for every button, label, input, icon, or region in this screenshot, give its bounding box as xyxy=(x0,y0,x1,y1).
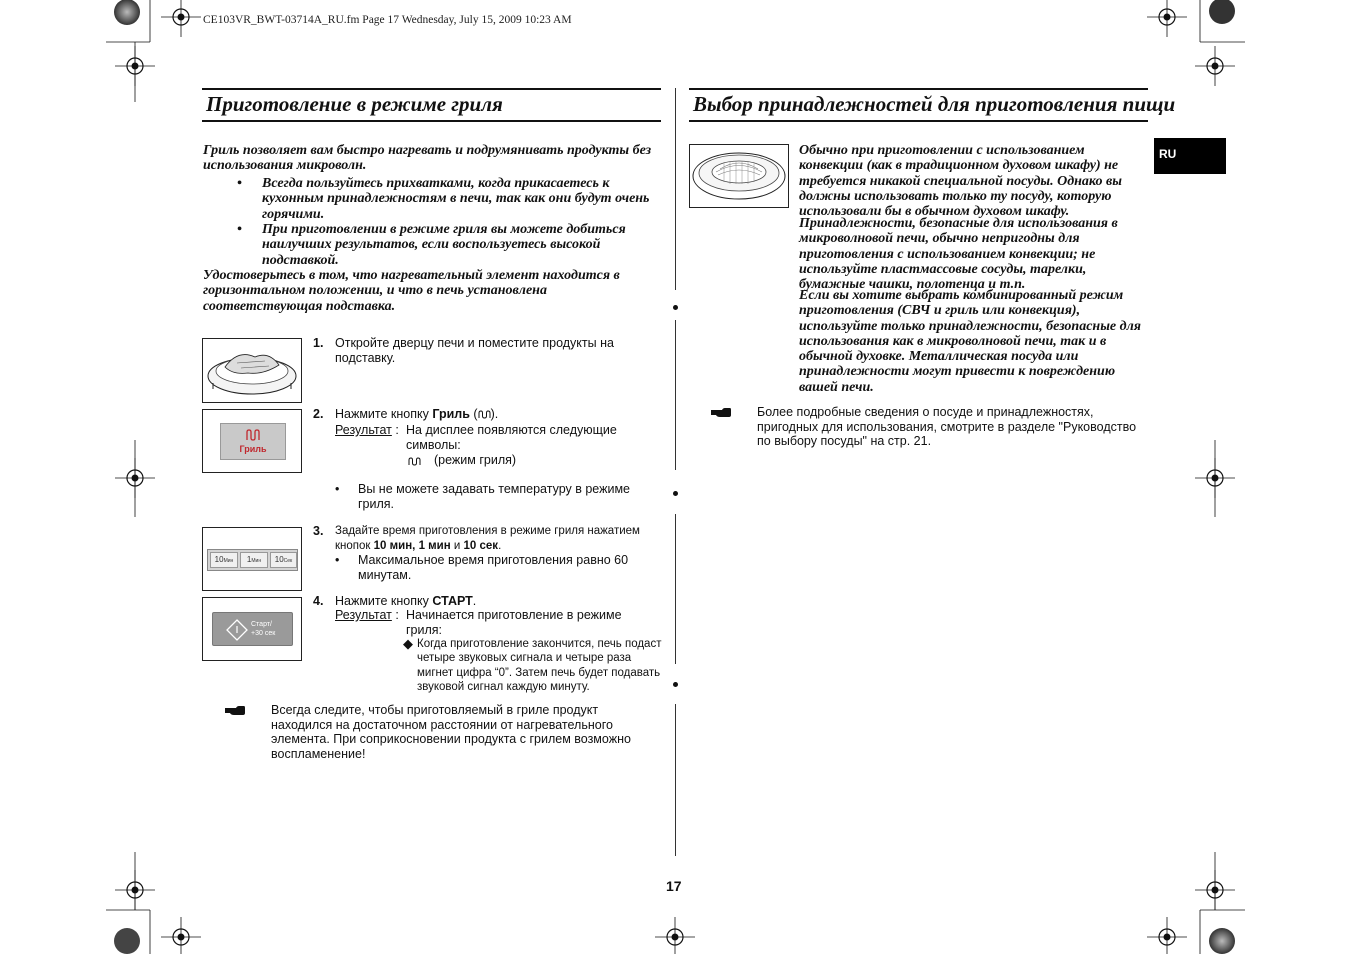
grill-button-figure xyxy=(202,409,302,473)
step-2-result-colon: : xyxy=(395,423,399,437)
ten-min-button: 10Мин xyxy=(210,552,238,568)
language-tab xyxy=(1154,138,1226,174)
right-para-1: Обычно при приготовлении с использованием конвекции (как в традиционном духовом шкафу) не требуется никакой специальной посуды. Однако вы должны использовать только ту посуду, которую использовали бы в обычном духовом шкафу. xyxy=(799,143,1122,220)
step-3-btn-10min: 10 мин xyxy=(373,540,413,552)
grill-symbol-icon xyxy=(408,457,421,466)
divider-dot xyxy=(673,305,678,310)
right-title: Выбор принадлежностей для приготовления пищи xyxy=(693,92,1176,116)
step-2-line xyxy=(335,407,498,422)
step-3-end: . xyxy=(498,540,502,552)
step-2-result-text: На дисплее появляются следующие символы: xyxy=(406,423,617,452)
bullet-icon: • xyxy=(335,553,340,567)
step-4-button-name: СТАРТ xyxy=(432,594,473,608)
start-label xyxy=(251,620,275,638)
start-label-line2: +30 сек xyxy=(251,630,276,637)
step-3-bullet: Максимальное время приготовления равно 60 минутам. xyxy=(358,553,629,582)
title-rule-top xyxy=(689,88,1148,90)
step-4-pre: Нажмите кнопку xyxy=(335,594,429,608)
step-3-sep: , xyxy=(412,540,416,552)
start-label-line1: Старт/ xyxy=(251,621,272,628)
center-divider xyxy=(675,320,676,470)
dark-circle-mark xyxy=(1209,0,1235,24)
sunburst-mark xyxy=(114,0,140,25)
step-3-number: 3. xyxy=(313,524,324,538)
step-2-icon-close: ). xyxy=(490,407,499,421)
sunburst-mark xyxy=(1209,928,1235,954)
grill-rack-illustration xyxy=(690,145,788,207)
step-4-result-colon: : xyxy=(395,608,399,622)
step-4-line xyxy=(335,594,476,609)
right-para-2: Принадлежности, безопасные для использования в микроволновой печи, обычно непригодны для приготовления с использованием конвекции; не используйте пластмассовые сосуды, тарелки, бумажные чашки, полотенца и т.п. xyxy=(799,216,1118,293)
step-3-btn-1min: 1 мин xyxy=(418,540,451,552)
language-tab-label: RU xyxy=(1159,147,1177,161)
diamond-bullet-icon: ◆ xyxy=(403,636,413,651)
divider-dot xyxy=(673,491,678,496)
step-2-result-label-wrap xyxy=(335,423,399,438)
pointing-hand-icon xyxy=(710,405,732,418)
step-4-diamond-text: Когда приготовление закончится, печь подаст четыре звуковых сигнала и четыре раза мигнет цифра “0”. Затем печь будет подавать звуковой сигнал каждую минуту. xyxy=(417,638,662,693)
step-2-result-label: Результат xyxy=(335,423,392,437)
left-intro-bullet-2: При приготовлении в режиме гриля вы можете добиться наилучших результатов, если воспользуетесь высокой подставкой. xyxy=(262,222,626,268)
center-divider xyxy=(675,704,676,856)
step-1-number: 1. xyxy=(313,336,324,350)
time-buttons-panel xyxy=(207,549,298,571)
step-4-number: 4. xyxy=(313,594,324,608)
divider-dot xyxy=(673,682,678,687)
time-buttons-figure xyxy=(202,527,302,591)
turntable-figure xyxy=(202,338,302,403)
step-1-text: Откройте дверцу печи и поместите продукты на подставку. xyxy=(335,336,614,365)
left-intro-bullet-1: Всегда пользуйтесь прихватками, когда прикасаетесь к кухонным принадлежностям в печи, так как они будут очень горячими. xyxy=(262,176,650,222)
step-2-pre: Нажмите кнопку xyxy=(335,407,429,421)
step-2-number: 2. xyxy=(313,407,324,421)
one-min-button: 1Мин xyxy=(240,552,268,568)
ten-sec-button: 10Сек xyxy=(270,552,297,568)
left-title: Приготовление в режиме гриля xyxy=(206,92,503,116)
grill-panel-label: Гриль xyxy=(239,444,267,454)
step-3-pre: Задайте время приготовления в режиме гриля нажатием кнопок xyxy=(335,525,640,552)
step-4-end: . xyxy=(472,594,477,608)
file-header: CE103VR_BWT-03714A_RU.fm Page 17 Wednesday, July 15, 2009 10:23 AM xyxy=(203,14,572,26)
pointing-hand-icon xyxy=(224,703,246,716)
start-button-figure xyxy=(202,597,302,661)
start-diamond-icon xyxy=(226,619,248,641)
page-number: 17 xyxy=(666,878,682,894)
right-note: Более подробные сведения о посуде и принадлежностях, пригодных для использования, смотрите в разделе "Руководство по выбору посуды" на стр. 21. xyxy=(757,405,1137,449)
step-2-button-name: Гриль xyxy=(432,407,470,421)
step-3-and: и xyxy=(453,540,461,552)
turntable-illustration xyxy=(203,339,301,402)
step-4-result-text: Начинается приготовление в режиме гриля: xyxy=(406,608,622,637)
bullet-icon: • xyxy=(335,482,340,496)
title-rule-top xyxy=(202,88,661,90)
step-2-bullet: Вы не можете задавать температуру в режиме гриля. xyxy=(358,482,631,511)
step-4-result-label-wrap xyxy=(335,608,399,623)
right-para-3: Если вы хотите выбрать комбинированный режим приготовления (СВЧ и гриль или конвекция), используйте только принадлежности, безопасные для использования как в микроволновой печи, так и в обычной духовке. Металлическая посуда или принадлежности могут привести к повреждению вашей печи. xyxy=(799,288,1141,395)
left-intro-para1: Гриль позволяет вам быстро нагревать и подрумянивать продукты без использования микроволн. xyxy=(203,143,652,174)
grill-rack-figure xyxy=(689,144,789,208)
step-2-icon-open: ( xyxy=(473,407,478,421)
bullet-icon: • xyxy=(237,222,242,237)
step-3-text xyxy=(335,524,661,554)
grill-symbol-icon xyxy=(246,429,262,441)
bullet-icon: • xyxy=(237,176,242,191)
step-2-symbol-caption: (режим гриля) xyxy=(434,453,517,467)
left-intro-para2: Удостоверьтесь в том, что нагревательный элемент находится в горизонтальном положении, и что в печь установлена соответствующая подставка. xyxy=(203,268,620,314)
center-divider xyxy=(675,514,676,664)
center-divider xyxy=(675,88,676,290)
title-rule-bottom xyxy=(202,120,661,122)
start-button-panel xyxy=(212,612,293,646)
grill-panel xyxy=(220,423,286,460)
step-4-result-label: Результат xyxy=(335,608,392,622)
step-3-btn-10sec: 10 сек xyxy=(463,540,499,552)
dark-circle-mark xyxy=(114,928,140,954)
grill-symbol-icon xyxy=(478,410,491,419)
left-note: Всегда следите, чтобы приготовляемый в гриле продукт находился на достаточном расстоянии от нагревательного элемента. При соприкосновении продукта с грилем возможно воспламенение! xyxy=(271,703,631,761)
title-rule-bottom xyxy=(689,120,1148,122)
